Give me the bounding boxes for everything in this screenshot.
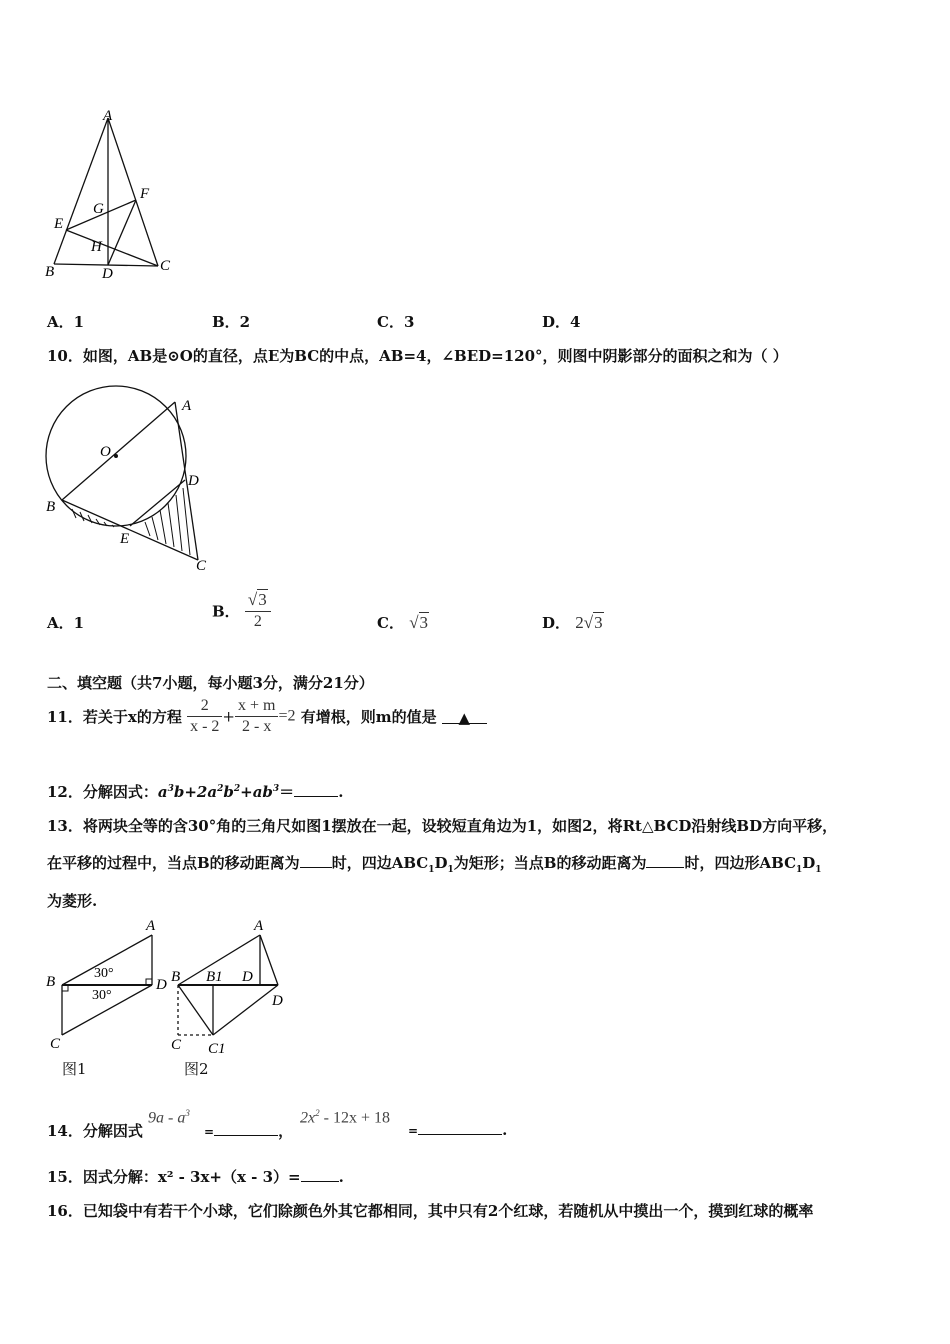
q9-label-E: E [54, 216, 64, 232]
q14-eq1: = [204, 1125, 215, 1139]
q13-f1-label-B: B [46, 974, 56, 990]
q12-answer-blank[interactable] [294, 782, 338, 797]
q13-f1-angle-top: 30° [94, 966, 114, 981]
q13-sub4: 1 [815, 865, 822, 875]
q14-expr1 [148, 1108, 190, 1127]
q11-suffix: 有增根，则m的值是 [300, 708, 437, 726]
q10-option-b-den: 2 [253, 613, 262, 630]
q10-label-E: E [120, 531, 130, 547]
q14-expr1-exp: 3 [185, 1108, 190, 1118]
q10-option-d-rad: 3 [594, 613, 603, 632]
q10-option-b-label: B． [212, 602, 240, 621]
q11-answer-blank[interactable] [442, 709, 487, 727]
q13-f2-label-A: A [254, 918, 264, 934]
q13-fig1-caption: 图1 [62, 1060, 87, 1078]
q10-option-b[interactable] [212, 590, 271, 632]
q11-frac1-den: x - 2 [190, 718, 220, 735]
q9-option-b[interactable]: B．2 [212, 313, 251, 331]
q14-expr2-b: - 12x + 18 [319, 1109, 390, 1127]
q14-expr2 [300, 1108, 390, 1127]
q13-line2 [47, 852, 822, 875]
q13-line2b: 时，四边ABC [331, 854, 429, 872]
q10-label-A: A [182, 398, 192, 414]
q16-text: 16．已知袋中有若干个小球，它们除颜色外其它都相同，其中只有2个红球，若随机从中摸出一个，摸到红球的概率 [47, 1202, 814, 1220]
q14-prefix: 14．分解因式 [47, 1122, 143, 1140]
q9-label-F: F [140, 186, 150, 202]
q14-expr2-exp: 2 [315, 1108, 320, 1118]
q15-line [47, 1166, 344, 1187]
q14-blank1-group [204, 1120, 293, 1141]
q9-label-A: A [103, 108, 113, 124]
q10-option-a-label: A． [47, 614, 74, 632]
q9-label-D: D [102, 266, 113, 282]
q13-blank2[interactable] [646, 853, 684, 868]
q13-f1-label-A: A [146, 918, 156, 934]
q10-option-d[interactable]: D． 2√3 [542, 613, 603, 632]
q9-triangle-figure [40, 108, 180, 286]
q11-line [47, 696, 487, 737]
q14-blank1[interactable] [214, 1121, 278, 1136]
q9-label-C: C [160, 258, 171, 274]
q13-line2e: 时，四边形ABC [684, 854, 797, 872]
q9-label-G: G [93, 201, 104, 217]
q13-blank1[interactable] [300, 853, 332, 868]
q11-equals: =2 [278, 707, 296, 725]
q11-marker: ▲ [458, 709, 471, 727]
q10-label-O: O [100, 444, 111, 460]
q10-option-d-coef: 2 [575, 613, 584, 632]
q14-blank2-group [408, 1120, 507, 1139]
q10-option-a-value: 1 [73, 614, 85, 632]
q10-option-c[interactable]: C． √3 [377, 613, 429, 632]
q10-label-D: D [188, 473, 199, 489]
q14-comma: ， [278, 1122, 294, 1140]
q13-figure-1 [42, 915, 172, 1055]
q15-end: . [338, 1168, 344, 1186]
q13-f2-label-C1: C1 [208, 1041, 226, 1057]
q13-f1-angle-bottom: 30° [92, 988, 112, 1003]
q13-f2-label-C: C [171, 1037, 182, 1053]
q13-line2f: D [802, 854, 816, 872]
q10-label-C: C [196, 558, 207, 574]
q10-label-B: B [46, 499, 56, 515]
q11-frac2 [235, 696, 278, 737]
q9-option-c[interactable]: C．3 [377, 313, 415, 331]
q12-line [47, 781, 343, 802]
q11-plus: + [222, 707, 235, 726]
section2-title: 二、填空题（共7小题，每小题3分，满分21分） [47, 674, 374, 692]
q9-option-a[interactable]: A．1 [47, 313, 85, 331]
q9-label-B: B [45, 264, 55, 280]
q11-frac2-num: x + m [235, 696, 278, 717]
q10-option-d-label: D． [542, 614, 571, 632]
q14-expr1-base: 9a - a [148, 1109, 186, 1127]
q13-f2-label-B: B [171, 969, 181, 985]
q11-frac2-den: 2 - x [242, 718, 272, 735]
q15-text: 15．因式分解：x² - 3x+（x - 3）= [47, 1168, 301, 1186]
q14-blank2[interactable] [418, 1120, 502, 1135]
q13-line2c: D [434, 854, 448, 872]
q10-option-c-label: C． [377, 614, 404, 632]
q13-line2d: 为矩形；当点B的移动距离为 [453, 854, 647, 872]
q13-line3: 为菱形. [47, 892, 98, 910]
q10-option-c-rad: 3 [419, 613, 429, 632]
q12-expression: $a^3b+2a^2b^2+ab^3=$ [157, 783, 295, 801]
q13-fig2-caption: 图2 [184, 1060, 209, 1078]
q14-eq2: = [408, 1124, 419, 1138]
q11-frac1 [187, 696, 222, 737]
q10-text: 10．如图，AB是⊙O的直径，点E为BC的中点，AB=4，∠BED=120°，则图中阴影部分的面积之和为（ ） [47, 347, 788, 365]
q10-option-a[interactable] [47, 612, 84, 633]
q13-f2-label-B1: B1 [206, 969, 223, 985]
q14-expr2-a: 2x [300, 1109, 316, 1127]
q14-end: . [502, 1121, 508, 1139]
q10-option-b-num: 3 [258, 590, 267, 609]
q11-prefix: 11．若关于x的方程 [47, 708, 182, 726]
q13-line2a: 在平移的过程中，当点B的移动距离为 [47, 854, 300, 872]
q13-sub3: 1 [796, 865, 803, 875]
q9-label-H: H [91, 239, 102, 255]
q13-f1-label-D: D [156, 977, 167, 993]
q13-f2-label-D: D [272, 993, 283, 1009]
q12-prefix: 12．分解因式： [47, 783, 158, 801]
q15-blank[interactable] [301, 1167, 339, 1182]
q10-option-b-fraction: $\frac{√3}{2}$ [245, 590, 271, 632]
q9-option-d[interactable]: D．4 [542, 313, 581, 331]
q13-f1-label-C: C [50, 1036, 61, 1052]
q13-f2-label-D-top: D [242, 969, 253, 985]
q12-end: . [338, 783, 344, 801]
q10-circle-figure [40, 380, 220, 575]
q13-sub2: 1 [447, 865, 454, 875]
q13-figure-2 [168, 915, 298, 1065]
q13-sub1: 1 [428, 865, 435, 875]
q11-frac1-num: 2 [187, 696, 222, 717]
q13-line1: 13．将两块全等的含30°角的三角尺如图1摆放在一起，设较短直角边为1，如图2，将Rt△BCD沿射线BD方向平移， [47, 817, 838, 835]
